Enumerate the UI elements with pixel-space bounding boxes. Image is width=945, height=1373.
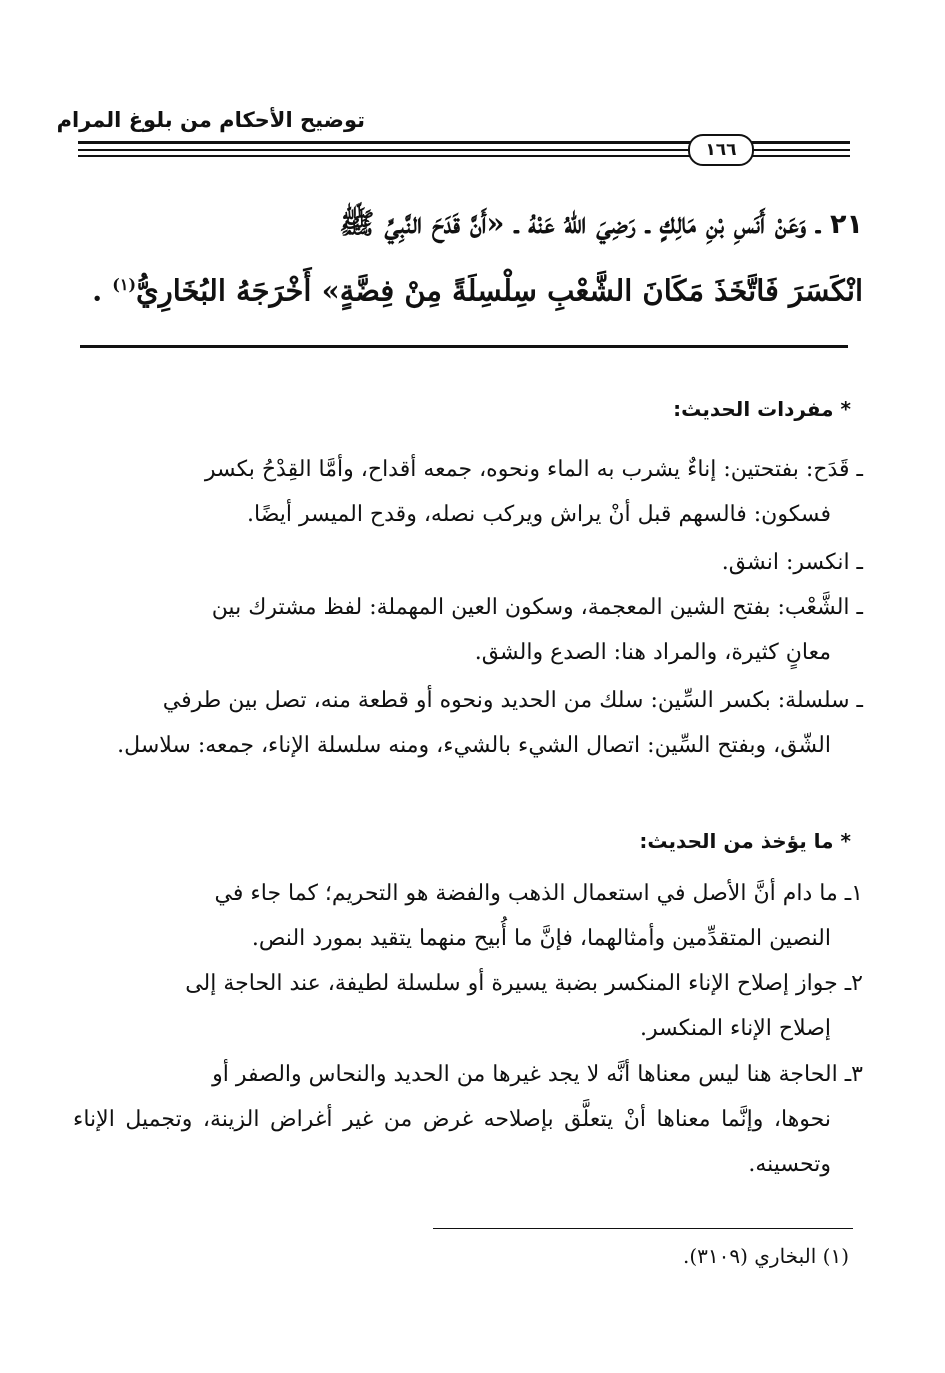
hadith-number: ٢١: [830, 209, 863, 240]
lesson-item: ١ـ ما دام أنَّ الأصل في استعمال الذهب والفضة هو التحريم؛ كما جاء في النصين المتقدِّمين وأمثالهما، فإنَّ ما أُبيح منهما يتقيد بمورد النص.: [214, 881, 863, 951]
hadith-text: [68, 193, 863, 321]
footnote-ref: (١): [112, 275, 137, 294]
vocab-entry: ـ سلسلة: بكسر السِّين: سلك من الحديد ونحوه أو قطعة منه، تصل بين طرفي الشّق، وبفتح السِّين: اتصال الشيء بالشيء، ومنه سلسلة الإناء، جمعه: سلاسل.: [117, 688, 863, 758]
hadith-line-2: انْكَسَرَ فَاتَّخَذَ مَكَانَ الشَّعْبِ سِلْسِلَةً مِنْ فِضَّةٍ» أَخْرَجَهُ البُخَارِيُّ$^{(١)}$ .: [92, 273, 863, 308]
hadith-rule: [80, 345, 848, 348]
footnote-rule: [433, 1228, 853, 1229]
vocab-entry: ـ قَدَح: بفتحتين: إناءٌ يشرب به الماء ونحوه، جمعه أقداح، وأمَّا القِدْحُ بكسر فسكون: فالسهم قبل أنْ يراش ويركب نصله، وقدح الميسر أيضًا.: [204, 457, 863, 527]
vocab-entry: ـ الشَّعْب: بفتح الشين المعجمة، وسكون العين المهملة: لفظ مشترك بين معانٍ كثيرة، والمراد هنا: الصدع والشق.: [211, 595, 863, 665]
vocab-section-title: * مفردات الحديث:: [673, 397, 851, 421]
vocab-entry: ـ انكسر: انشق.: [721, 550, 863, 575]
footnote: (١) البخاري (٣١٠٩).: [682, 1244, 849, 1268]
lessons-section-title: * ما يؤخذ من الحديث:: [639, 829, 851, 853]
running-title: توضيح الأحكام من بلوغ المرام: [56, 108, 365, 132]
hadith-line-1: ٢١ ـ وَعَنْ أَنَسِ بْنِ مَالِكٍ ـ رَضِيَ اللهُ عَنْهُ ـ «أَنَّ قَدَحَ النَّبِيِّ ﷺ: [339, 206, 863, 240]
lesson-item: ٣ـ الحاجة هنا ليس معناها أنَّه لا يجد غيرها من الحديد والنحاس والصفر أو نحوها، وإنَّما معناها أنْ يتعلَّق بإصلاحه غرض من غير أغراض الزينة، وتجميل الإناء وتحسينه.: [73, 1062, 863, 1177]
page-number: ١٦٦: [688, 134, 754, 166]
lesson-item: ٢ـ جواز إصلاح الإناء المنكسر بضبة يسيرة أو سلسلة لطيفة، عند الحاجة إلى إصلاح الإناء المنكسر.: [185, 971, 863, 1041]
